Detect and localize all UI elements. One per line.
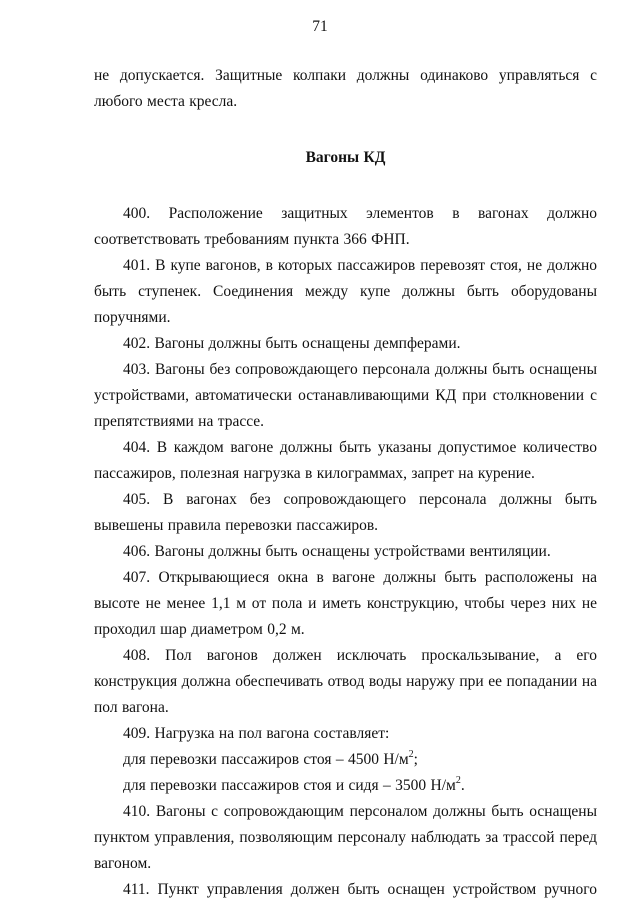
load-mixed-end: . xyxy=(460,777,465,794)
paragraph-409: 409. Нагрузка на пол вагона составляет: xyxy=(123,725,390,742)
load-standing-end: ; xyxy=(413,751,418,768)
load-mixed-text: для перевозки пассажиров стоя и сидя – 3500 Н/м xyxy=(123,777,456,794)
paragraph-407: 407. Открывающиеся окна в вагоне должны быть расположены на высоте не менее 1,1 м от пола и иметь конструкцию, чтобы через них не проходил шар диаметром 0,2 м. xyxy=(94,569,597,638)
paragraph-410: 410. Вагоны с сопровождающим персоналом должны быть оснащены пунктом управления, позволяющим персоналу наблюдать за трассой перед вагоном. xyxy=(94,803,597,872)
paragraph-continuation: не допускается. Защитные колпаки должны одинаково управляться с любого места кресла. xyxy=(94,67,597,110)
load-standing-exponent: 2 xyxy=(408,748,414,760)
paragraph-401: 401. В купе вагонов, в которых пассажиров перевозят стоя, не должно быть ступенек. Соединения между купе должны быть оборудованы поручнями. xyxy=(94,257,597,326)
load-standing-text: для перевозки пассажиров стоя – 4500 Н/м xyxy=(123,751,409,768)
page-body xyxy=(94,63,597,903)
paragraph-403: 403. Вагоны без сопровождающего персонала должны быть оснащены устройствами, автоматически останавливающими КД при столкновении с препятствиями на трассе. xyxy=(94,361,597,430)
section-heading: Вагоны КД xyxy=(305,149,386,166)
paragraph-400: 400. Расположение защитных элементов в вагонах должно соответствовать требованиям пункта 366 ФНП. xyxy=(94,205,597,248)
paragraph-402: 402. Вагоны должны быть оснащены демпферами. xyxy=(123,335,461,352)
paragraph-411: 411. Пункт управления должен быть оснащен устройством ручного xyxy=(123,881,597,898)
paragraph-405: 405. В вагонах без сопровождающего персонала должны быть вывешены правила перевозки пассажиров. xyxy=(94,491,597,534)
paragraph-406: 406. Вагоны должны быть оснащены устройствами вентиляции. xyxy=(123,543,551,560)
page-number: 71 xyxy=(312,18,328,35)
paragraph-404: 404. В каждом вагоне должны быть указаны допустимое количество пассажиров, полезная нагрузка в килограммах, запрет на курение. xyxy=(94,439,597,482)
load-mixed-exponent: 2 xyxy=(455,774,461,786)
paragraph-408: 408. Пол вагонов должен исключать проскальзывание, а его конструкция должна обеспечивать отвод воды наружу при ее попадании на пол вагона. xyxy=(94,647,597,716)
paragraph-409-standing-sitting xyxy=(94,773,597,799)
paragraph-409-standing xyxy=(94,747,597,773)
